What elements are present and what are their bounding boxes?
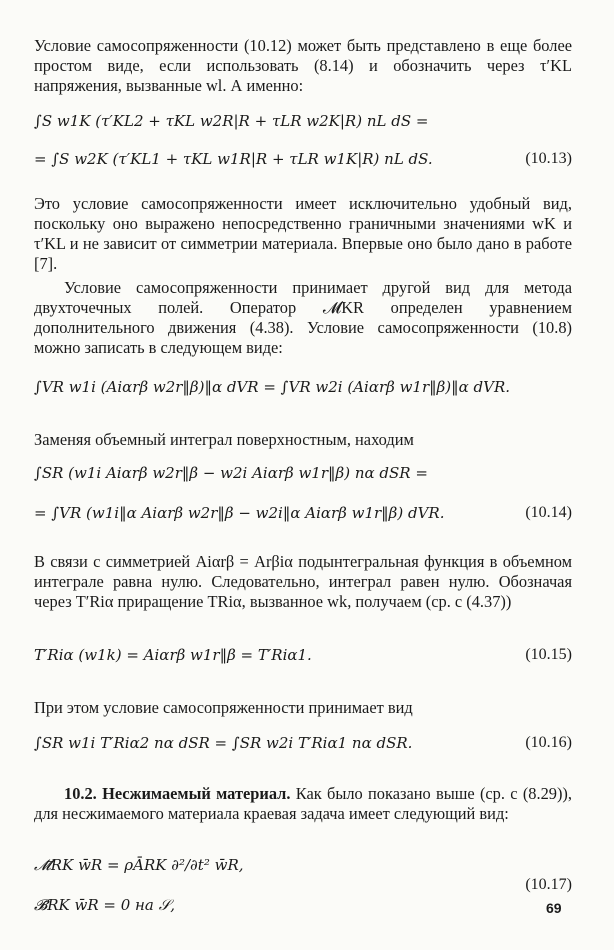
equation-10-14	[34, 464, 572, 528]
paragraph-6: При этом условие самосопряженности принимает вид	[34, 698, 413, 717]
equation-number-10-14: (10.14)	[525, 504, 572, 521]
equation-10-16	[34, 734, 572, 764]
equation-10-17-line-2: 𝓑̄RK w̄R = 0 на 𝒮,	[34, 896, 176, 914]
equation-10-15-line: T′Riα (w1k) = Aiαrβ w1r‖β = T′Riα1.	[34, 646, 312, 664]
equation-10-14-line-2: = ∫VR (w1i‖α Aiαrβ w2r‖β − w2i‖α Aiαrβ w1r‖β) dVR.	[34, 504, 445, 522]
page-number: 69	[546, 900, 562, 916]
equation-number-10-13: (10.13)	[525, 150, 572, 167]
equation-10-17	[34, 856, 572, 926]
paragraph-5: В связи с симметрией Aiαrβ = Arβiα подынтегральная функция в объемном интеграле равна нулю. Следовательно, интеграл равен нулю. Обозначая через T′Riα приращение TRiα, вызванное wk, получаем (ср. с (4.37))	[34, 552, 572, 611]
equation-10-13	[34, 112, 572, 174]
section-10-2-paragraph	[34, 784, 572, 844]
page-content	[34, 36, 572, 926]
paragraph-4: Заменяя объемный интеграл поверхностным, находим	[34, 430, 414, 449]
equation-10-16-line: ∫SR w1i T′Riα2 nα dSR = ∫SR w2i T′Riα1 nα dSR.	[34, 734, 413, 752]
equation-10-13-line-2: = ∫S w2K (τ′KL1 + τKL w1R|R + τLR w1K|R) nL dS.	[34, 150, 433, 168]
equation-10-14-line-1: ∫SR (w1i Aiαrβ w2r‖β − w2i Aiαrβ w1r‖β) nα dSR =	[34, 464, 428, 482]
equation-10-17-line-1: 𝓜̄RK w̄R = ρĀRK ∂²/∂t² w̄R,	[34, 856, 244, 874]
section-heading: 10.2. Несжимаемый материал.	[64, 784, 291, 803]
equation-10-8-form-line: ∫VR w1i (Aiαrβ w2r‖β)‖α dVR = ∫VR w2i (Aiαrβ w1r‖β)‖α dVR.	[34, 378, 511, 396]
section-10-2-text: Как было показано выше (ср. с (8.29)), для несжимаемого материала краевая задача имеет следующий вид:	[34, 784, 572, 823]
paragraph-3: Условие самосопряженности принимает другой вид для метода двухточечных полей. Оператор 𝓜KR определен уравнением дополнительного движения (4.38). Условие самосопряженности (10.8) можно записать в следующем виде:	[34, 278, 572, 357]
equation-number-10-15: (10.15)	[525, 646, 572, 663]
equation-10-15	[34, 646, 572, 676]
equation-10-13-line-1: ∫S w1K (τ′KL2 + τKL w2R|R + τLR w2K|R) nL dS =	[34, 112, 429, 130]
equation-10-8-form	[34, 378, 572, 408]
intro-paragraph: Условие самосопряженности (10.12) может быть представлено в еще более простом виде, если использовать (8.14) и обозначить через τ′KL напряжения, вызванные wl. А именно:	[34, 36, 572, 95]
equation-number-10-17: (10.17)	[525, 876, 572, 893]
equation-number-10-16: (10.16)	[525, 734, 572, 751]
paragraph-2: Это условие самосопряженности имеет исключительно удобный вид, поскольку оно выражено непосредственно граничными значениями wK и τ′KL и не зависит от симметрии материала. Впервые оно было дано в работе [7].	[34, 194, 572, 273]
